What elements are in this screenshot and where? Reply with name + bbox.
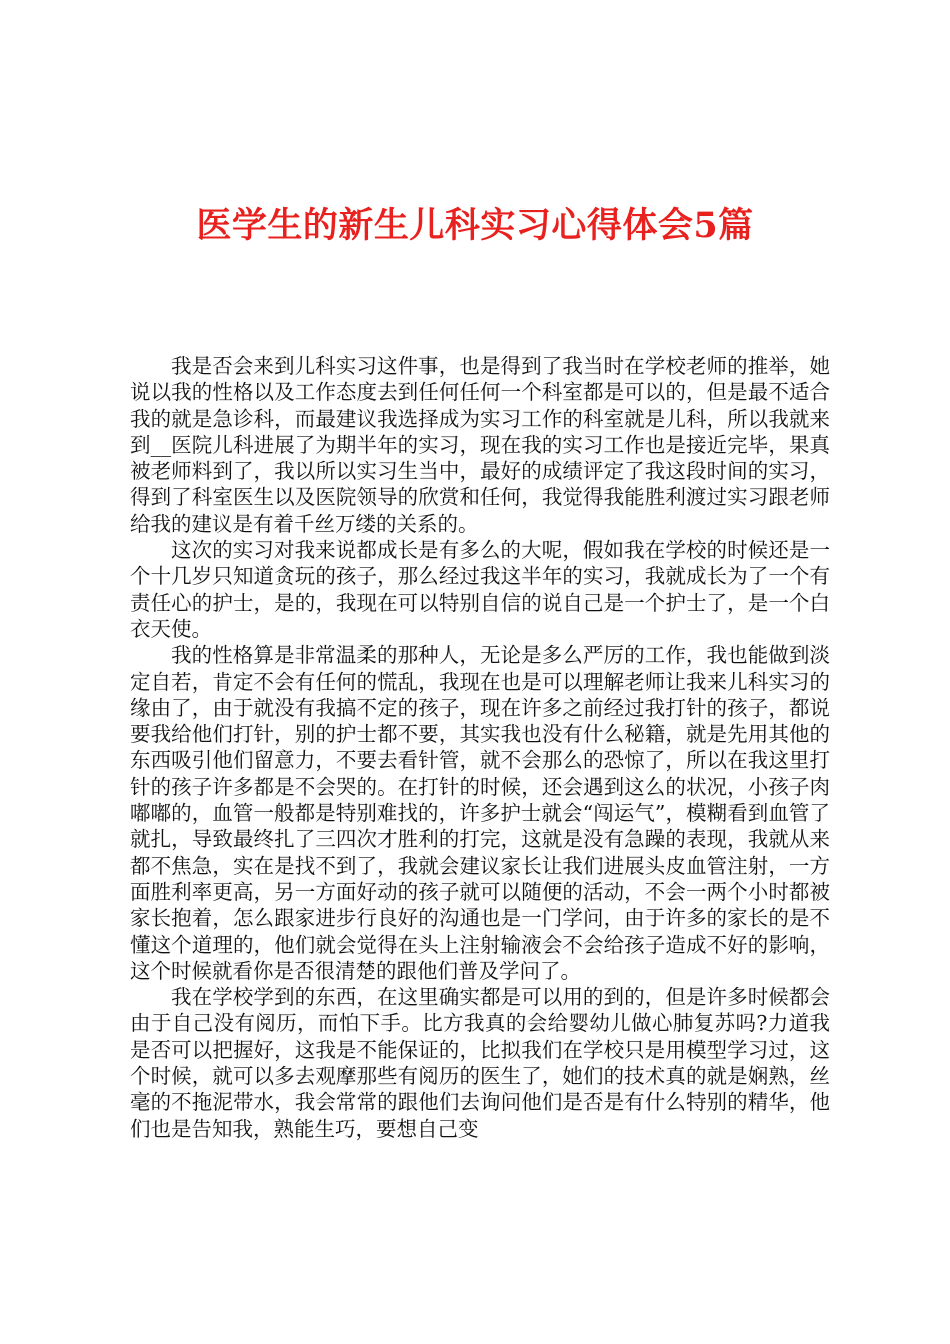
- paragraph-1: 我是否会来到儿科实习这件事，也是得到了我当时在学校老师的推举，她说以我的性格以及工作态度去到任何任何一个科室都是可以的，但是最不适合我的就是急诊科，而最建议我选择成为实习工作的科室就是儿科，所以我就来到__医院儿科进展了为期半年的实习，现在我的实习工作也是接近完毕，果真被老师料到了，我以所以实习生当中，最好的成绩评定了我这段时间的实习，得到了科室医生以及医院领导的欣赏和任何，我觉得我能胜利渡过实习跟老师给我的建议是有着千丝万缕的关系的。: [130, 354, 830, 536]
- document-body: [130, 353, 830, 1142]
- paragraph-4: 我在学校学到的东西，在这里确实都是可以用的到的，但是许多时候都会由于自己没有阅历，而怕下手。比方我真的会给婴幼儿做心肺复苏吗?力道我是否可以把握好，这我是不能保证的，比拟我们在学校只是用模型学习过，这个时候，就可以多去观摩那些有阅历的医生了，她们的技术真的就是娴熟，丝毫的不拖泥带水，我会常常的跟他们去询问他们是否是有什么特别的精华，他们也是告知我，熟能生巧，要想自己变: [130, 985, 830, 1141]
- paragraph-3: 我的性格算是非常温柔的那种人，无论是多么严厉的工作，我也能做到淡定自若，肯定不会有任何的慌乱，我现在也是可以理解老师让我来儿科实习的缘由了，由于就没有我搞不定的孩子，现在许多之前经过我打针的孩子，都说要我给他们打针，别的护士都不要，其实我也没有什么秘籍，就是先用其他的东西吸引他们留意力，不要去看针管，就不会那么的恐惊了，所以在我这里打针的孩子许多都是不会哭的。在打针的时候，还会遇到这么的状况，小孩子肉嘟嘟的，血管一般都是特别难找的，许多护士就会“闯运气”，模糊看到血管了就扎，导致最终扎了三四次才胜利的打完，这就是没有急躁的表现，我就从来都不焦急，实在是找不到了，我就会建议家长让我们进展头皮血管注射，一方面胜利率更高，另一方面好动的孩子就可以随便的活动，不会一两个小时都被家长抱着，怎么跟家进步行良好的沟通也是一门学问，由于许多的家长的是不懂这个道理的，他们就会觉得在头上注射输液会不会给孩子造成不好的影响，这个时候就看你是否很清楚的跟他们普及学问了。: [130, 643, 830, 983]
- paragraph-2: 这次的实习对我来说都成长是有多么的大呢，假如我在学校的时候还是一个十几岁只知道贪玩的孩子，那么经过我这半年的实习，我就成长为了一个有责任心的护士，是的，我现在可以特别自信的说自己是一个护士了，是一个白衣天使。: [130, 538, 830, 641]
- document-title: 医学生的新生儿科实习心得体会5篇: [196, 205, 754, 246]
